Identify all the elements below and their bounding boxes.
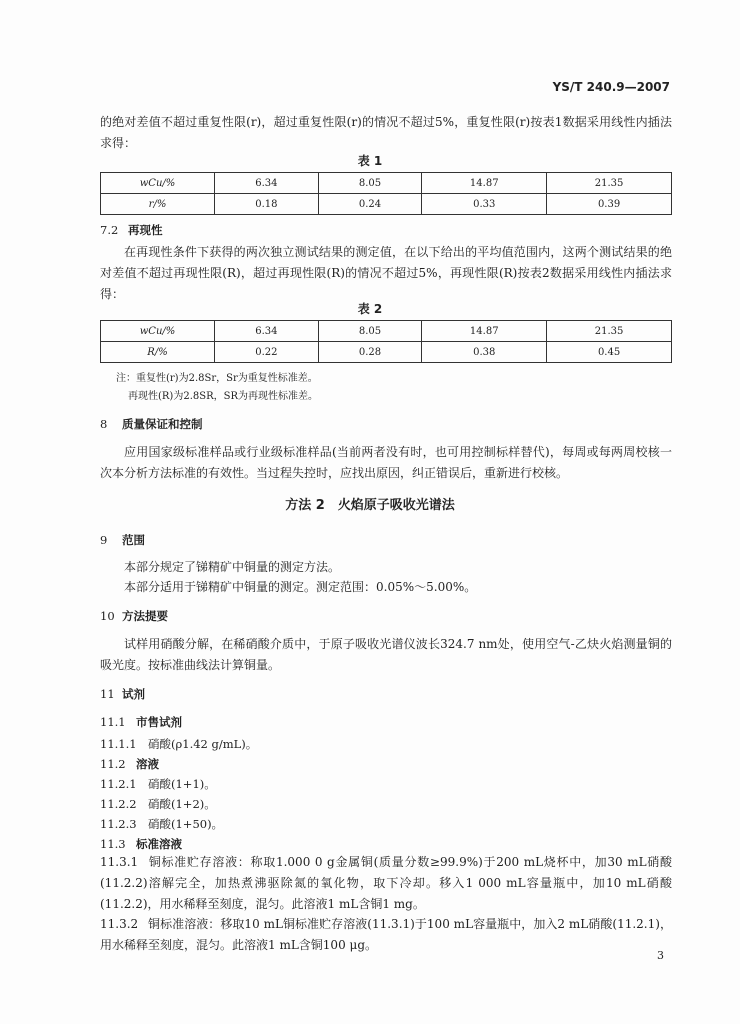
section-7-2-heading [100, 222, 163, 238]
section-8-text: 应用国家级标准样品或行业级标准样品(当前两者没有时，也可用控制标样替代)，每周或每两周校核一次本分析方法标准的有效性。当过程失控时，应找出原因，纠正错误后，重新进行校核。 [100, 445, 672, 480]
table-cell: 8.05 [318, 173, 422, 194]
section-title: 标准溶液 [136, 837, 182, 851]
section-title: 方法提要 [122, 609, 168, 623]
section-11-2-1 [100, 776, 216, 792]
table-cell: 0.22 [215, 342, 319, 363]
table-cell: 14.87 [422, 173, 547, 194]
section-number: 11.2 [100, 757, 126, 771]
table-cell-label: r/% [101, 194, 215, 215]
table-note-2: 再现性(R)为2.8SR，SR为再现性标准差。 [128, 391, 318, 402]
page-number: 3 [657, 949, 664, 962]
table-cell: 0.28 [318, 342, 422, 363]
section-title: 市售试剂 [136, 715, 182, 729]
table-cell: 0.18 [215, 194, 319, 215]
section-number: 11.1 [100, 715, 126, 729]
section-title: 范围 [122, 533, 145, 547]
section-text: 铜标准贮存溶液：称取1.000 0 g金属铜(质量分数≥99.9%)于200 mL烧杯中，加30 mL硝酸(11.2.2)溶解完全，加热煮沸驱除氮的氧化物，取下冷却。移入1 000 mL容量瓶中，加10 mL硝酸(11.2.2)，用水稀释至刻度，混匀。此溶液1 mL含铜1 mg。 [100, 855, 672, 911]
section-number: 9 [100, 533, 108, 547]
table1-caption: 表 1 [357, 154, 383, 168]
table-cell: 6.34 [215, 321, 319, 342]
section-10-text: 试样用硝酸分解，在稀硝酸介质中，于原子吸收光谱仪波长324.7 nm处，使用空气-乙炔火焰测量铜的吸光度。按标准曲线法计算铜量。 [100, 637, 672, 672]
section-number: 11.2.2 [100, 797, 137, 811]
table-cell: 0.38 [422, 342, 547, 363]
section-9-heading [100, 532, 145, 548]
table1 [100, 172, 672, 215]
section-text: 硝酸(1+1)。 [148, 777, 216, 791]
table-row [101, 173, 672, 194]
section-text: 铜标准溶液：移取10 mL铜标准贮存溶液(11.3.1)于100 mL容量瓶中，加入2 mL硝酸(11.2.1)，用水稀释至刻度，混匀。此溶液1 mL含铜100 μg。 [100, 917, 672, 952]
section-11-3-2 [100, 914, 672, 956]
table2 [100, 320, 672, 363]
table-cell: 0.45 [547, 342, 672, 363]
table-cell: 21.35 [547, 321, 672, 342]
section-text: 硝酸(ρ1.42 g/mL)。 [148, 737, 258, 751]
section-11-3-heading [100, 836, 182, 852]
table-cell: 0.24 [318, 194, 422, 215]
section-11-3-1 [100, 852, 672, 915]
section-number: 11.3.2 [100, 917, 139, 931]
intro-paragraph: 的绝对差值不超过重复性限(r)，超过重复性限(r)的情况不超过5%，重复性限(r)按表1数据采用线性内插法求得： [100, 115, 672, 150]
table-note-1: 注：重复性(r)为2.8Sr，Sr为重复性标准差。 [116, 373, 318, 384]
section-number: 11 [100, 687, 115, 701]
section-title: 溶液 [136, 757, 159, 771]
section-text: 硝酸(1+50)。 [148, 817, 224, 831]
section-number: 11.1.1 [100, 737, 137, 751]
section-title: 质量保证和控制 [122, 417, 203, 431]
section-number: 10 [100, 609, 115, 623]
table-cell-label: wCu/% [101, 173, 215, 194]
section-number: 11.2.3 [100, 817, 137, 831]
table-cell: 21.35 [547, 173, 672, 194]
table-cell-label: wCu/% [101, 321, 215, 342]
table-row [101, 194, 672, 215]
section-11-1-1 [100, 736, 257, 752]
section-11-heading [100, 686, 145, 702]
section-title: 试剂 [122, 687, 145, 701]
section-number: 8 [100, 417, 108, 431]
section-8-heading [100, 416, 203, 432]
table-cell: 14.87 [422, 321, 547, 342]
table-cell: 0.33 [422, 194, 547, 215]
section-11-2-3 [100, 816, 223, 832]
section-11-1-heading [100, 714, 182, 730]
section-title: 再现性 [128, 223, 163, 237]
table-cell: 6.34 [215, 173, 319, 194]
section-10-heading [100, 608, 168, 624]
section-11-2-2 [100, 796, 216, 812]
table-cell: 0.39 [547, 194, 672, 215]
table-cell-label: R/% [101, 342, 215, 363]
table-row [101, 342, 672, 363]
section-11-2-heading [100, 756, 159, 772]
section-9-line-2: 本部分适用于锑精矿中铜量的测定。测定范围：0.05%～5.00%。 [124, 580, 477, 594]
section-number: 11.3 [100, 837, 126, 851]
section-number: 7.2 [100, 223, 119, 237]
section-9-line-1: 本部分规定了锑精矿中铜量的测定方法。 [124, 560, 341, 574]
section-number: 11.3.1 [100, 855, 139, 869]
section-7-2-text: 在再现性条件下获得的两次独立测试结果的测定值，在以下给出的平均值范围内，这两个测试结果的绝对差值不超过再现性限(R)，超过再现性限(R)的情况不超过5%，再现性限(R)按表2数据采用线性内插法求得： [100, 245, 672, 301]
table2-caption: 表 2 [357, 302, 383, 316]
section-number: 11.2.1 [100, 777, 137, 791]
section-text: 硝酸(1+2)。 [148, 797, 216, 811]
table-cell: 8.05 [318, 321, 422, 342]
table-row [101, 321, 672, 342]
standard-code: YS/T 240.9—2007 [552, 80, 670, 94]
method-2-title: 方法 2 火焰原子吸收光谱法 [285, 498, 455, 513]
